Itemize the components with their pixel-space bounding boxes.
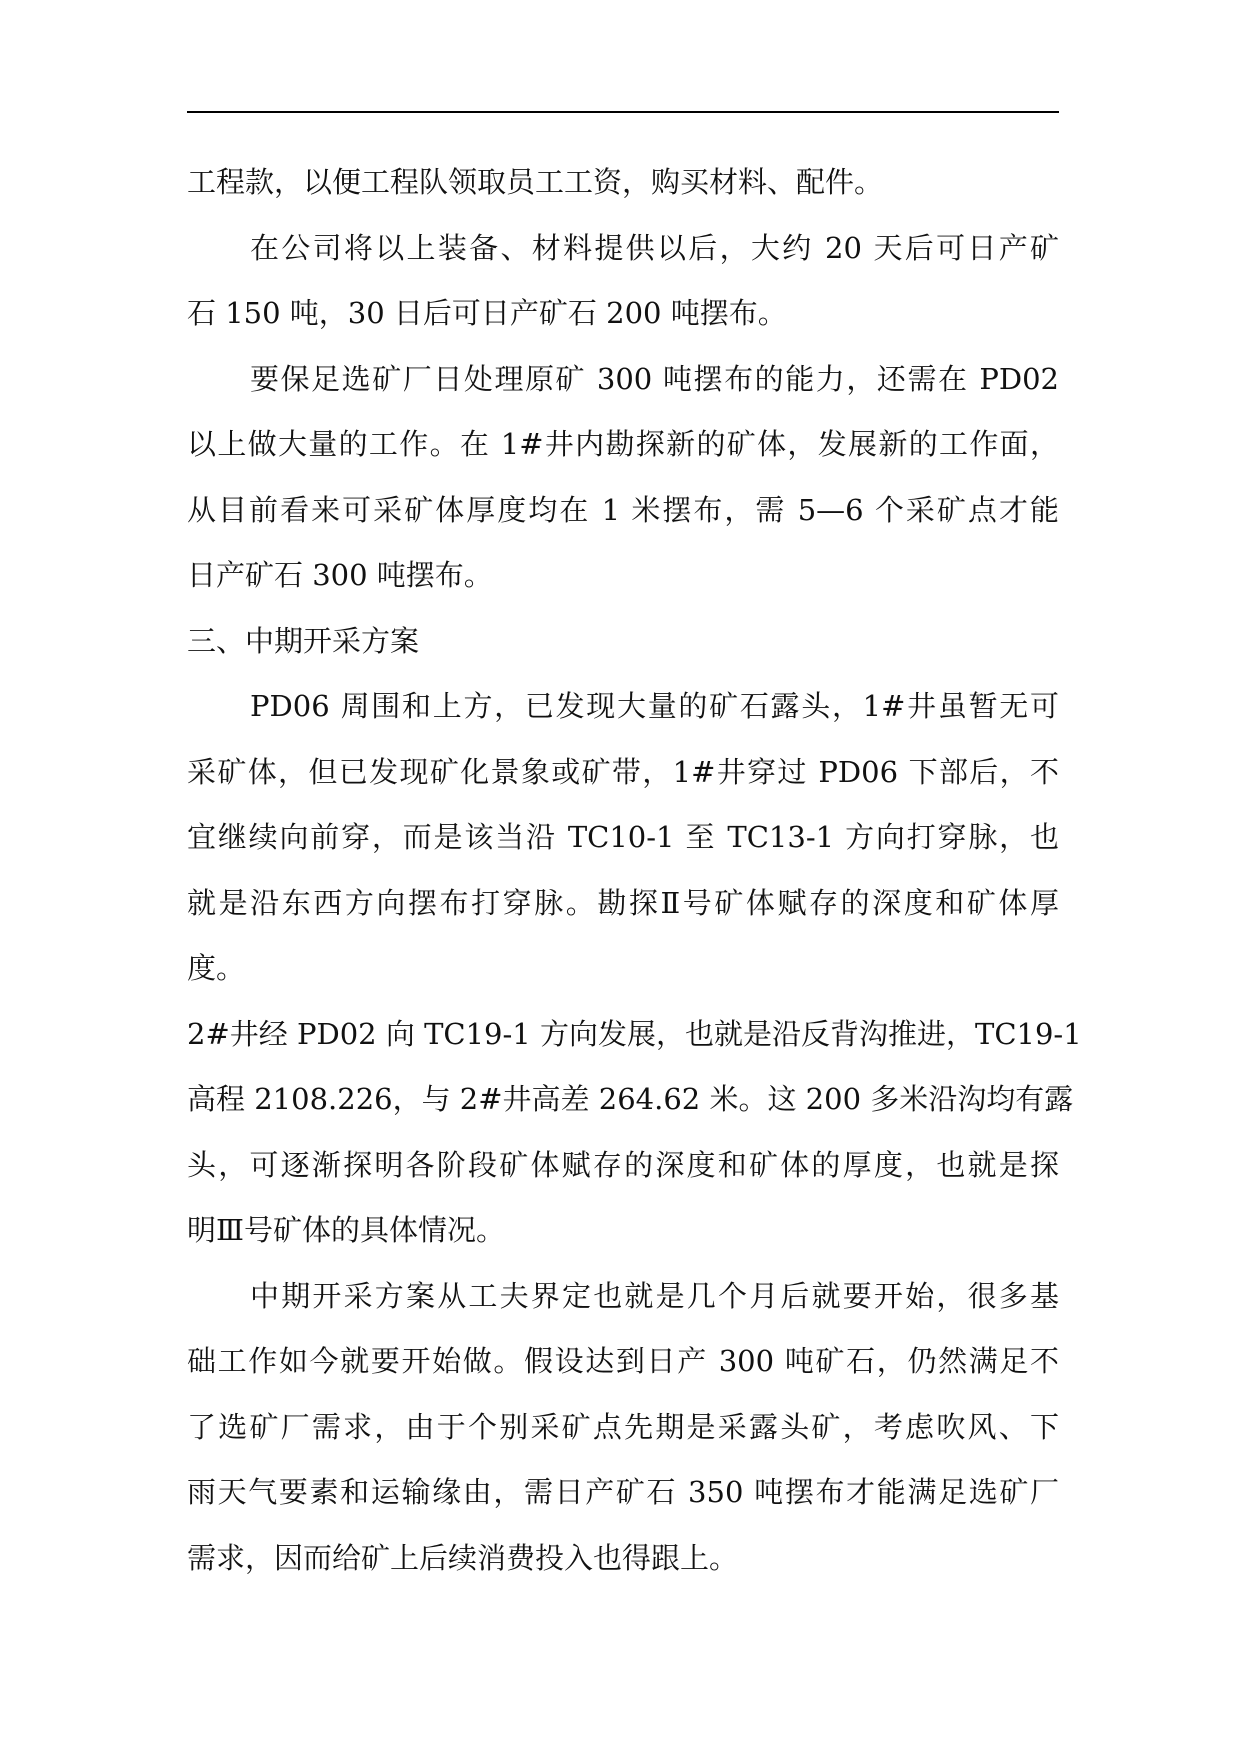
- text-line: 2#井经 PD02 向 TC19-1 方向发展，也就是沿反背沟推进，TC19-1: [187, 1016, 1082, 1051]
- text-line: 明Ⅲ号矿体的具体情况。: [187, 1213, 505, 1247]
- text-line: 以上做大量的工作。在 1#井内勘探新的矿体，发展新的工作面，: [187, 427, 1059, 461]
- text-line: 工程款，以便工程队领取员工工资，购买材料、配件。: [187, 165, 884, 199]
- text-line: 头，可逐渐探明各阶段矿体赋存的深度和矿体的厚度，也就是探: [187, 1147, 1059, 1182]
- text-line: 度。: [187, 951, 246, 985]
- document-body: [187, 150, 1082, 1591]
- text-line: 要保足选矿厂日处理原矿 300 吨摆布的能力，还需在 PD02: [250, 361, 1059, 396]
- text-line: 高程 2108.226，与 2#井高差 264.62 米。这 200 多米沿沟均有露: [187, 1082, 1074, 1116]
- text-line: PD06 周围和上方，已发现大量的矿石露头，1#井虽暂无可: [250, 689, 1059, 723]
- text-line: 宜继续向前穿，而是该当沿 TC10-1 至 TC13-1 方向打穿脉，也: [187, 820, 1059, 854]
- text-line: 需求，因而给矿上后续消费投入也得跟上。: [187, 1540, 739, 1575]
- text-line: 就是沿东西方向摆布打穿脉。勘探Ⅱ号矿体赋存的深度和矿体厚: [187, 885, 1059, 920]
- text-line: 了选矿厂需求，由于个别采矿点先期是采露头矿，考虑吹风、下: [187, 1409, 1059, 1444]
- text-line: 日产矿石 300 吨摆布。: [187, 558, 493, 592]
- text-line: 在公司将以上装备、材料提供以后，大约 20 天后可日产矿: [250, 230, 1059, 265]
- text-line: 采矿体，但已发现矿化景象或矿带，1#井穿过 PD06 下部后，不: [187, 754, 1059, 789]
- text-line: 中期开采方案从工夫界定也就是几个月后就要开始，很多基: [250, 1278, 1059, 1313]
- section-heading: 三、中期开采方案: [187, 623, 420, 658]
- text-line: 从目前看来可采矿体厚度均在 1 米摆布，需 5—6 个采矿点才能: [187, 492, 1059, 527]
- text-line: 石 150 吨，30 日后可日产矿石 200 吨摆布。: [187, 296, 787, 330]
- text-line: 雨天气要素和运输缘由，需日产矿石 350 吨摆布才能满足选矿厂: [187, 1475, 1059, 1509]
- text-line: 础工作如今就要开始做。假设达到日产 300 吨矿石，仍然满足不: [187, 1344, 1059, 1378]
- header-rule: [187, 111, 1059, 113]
